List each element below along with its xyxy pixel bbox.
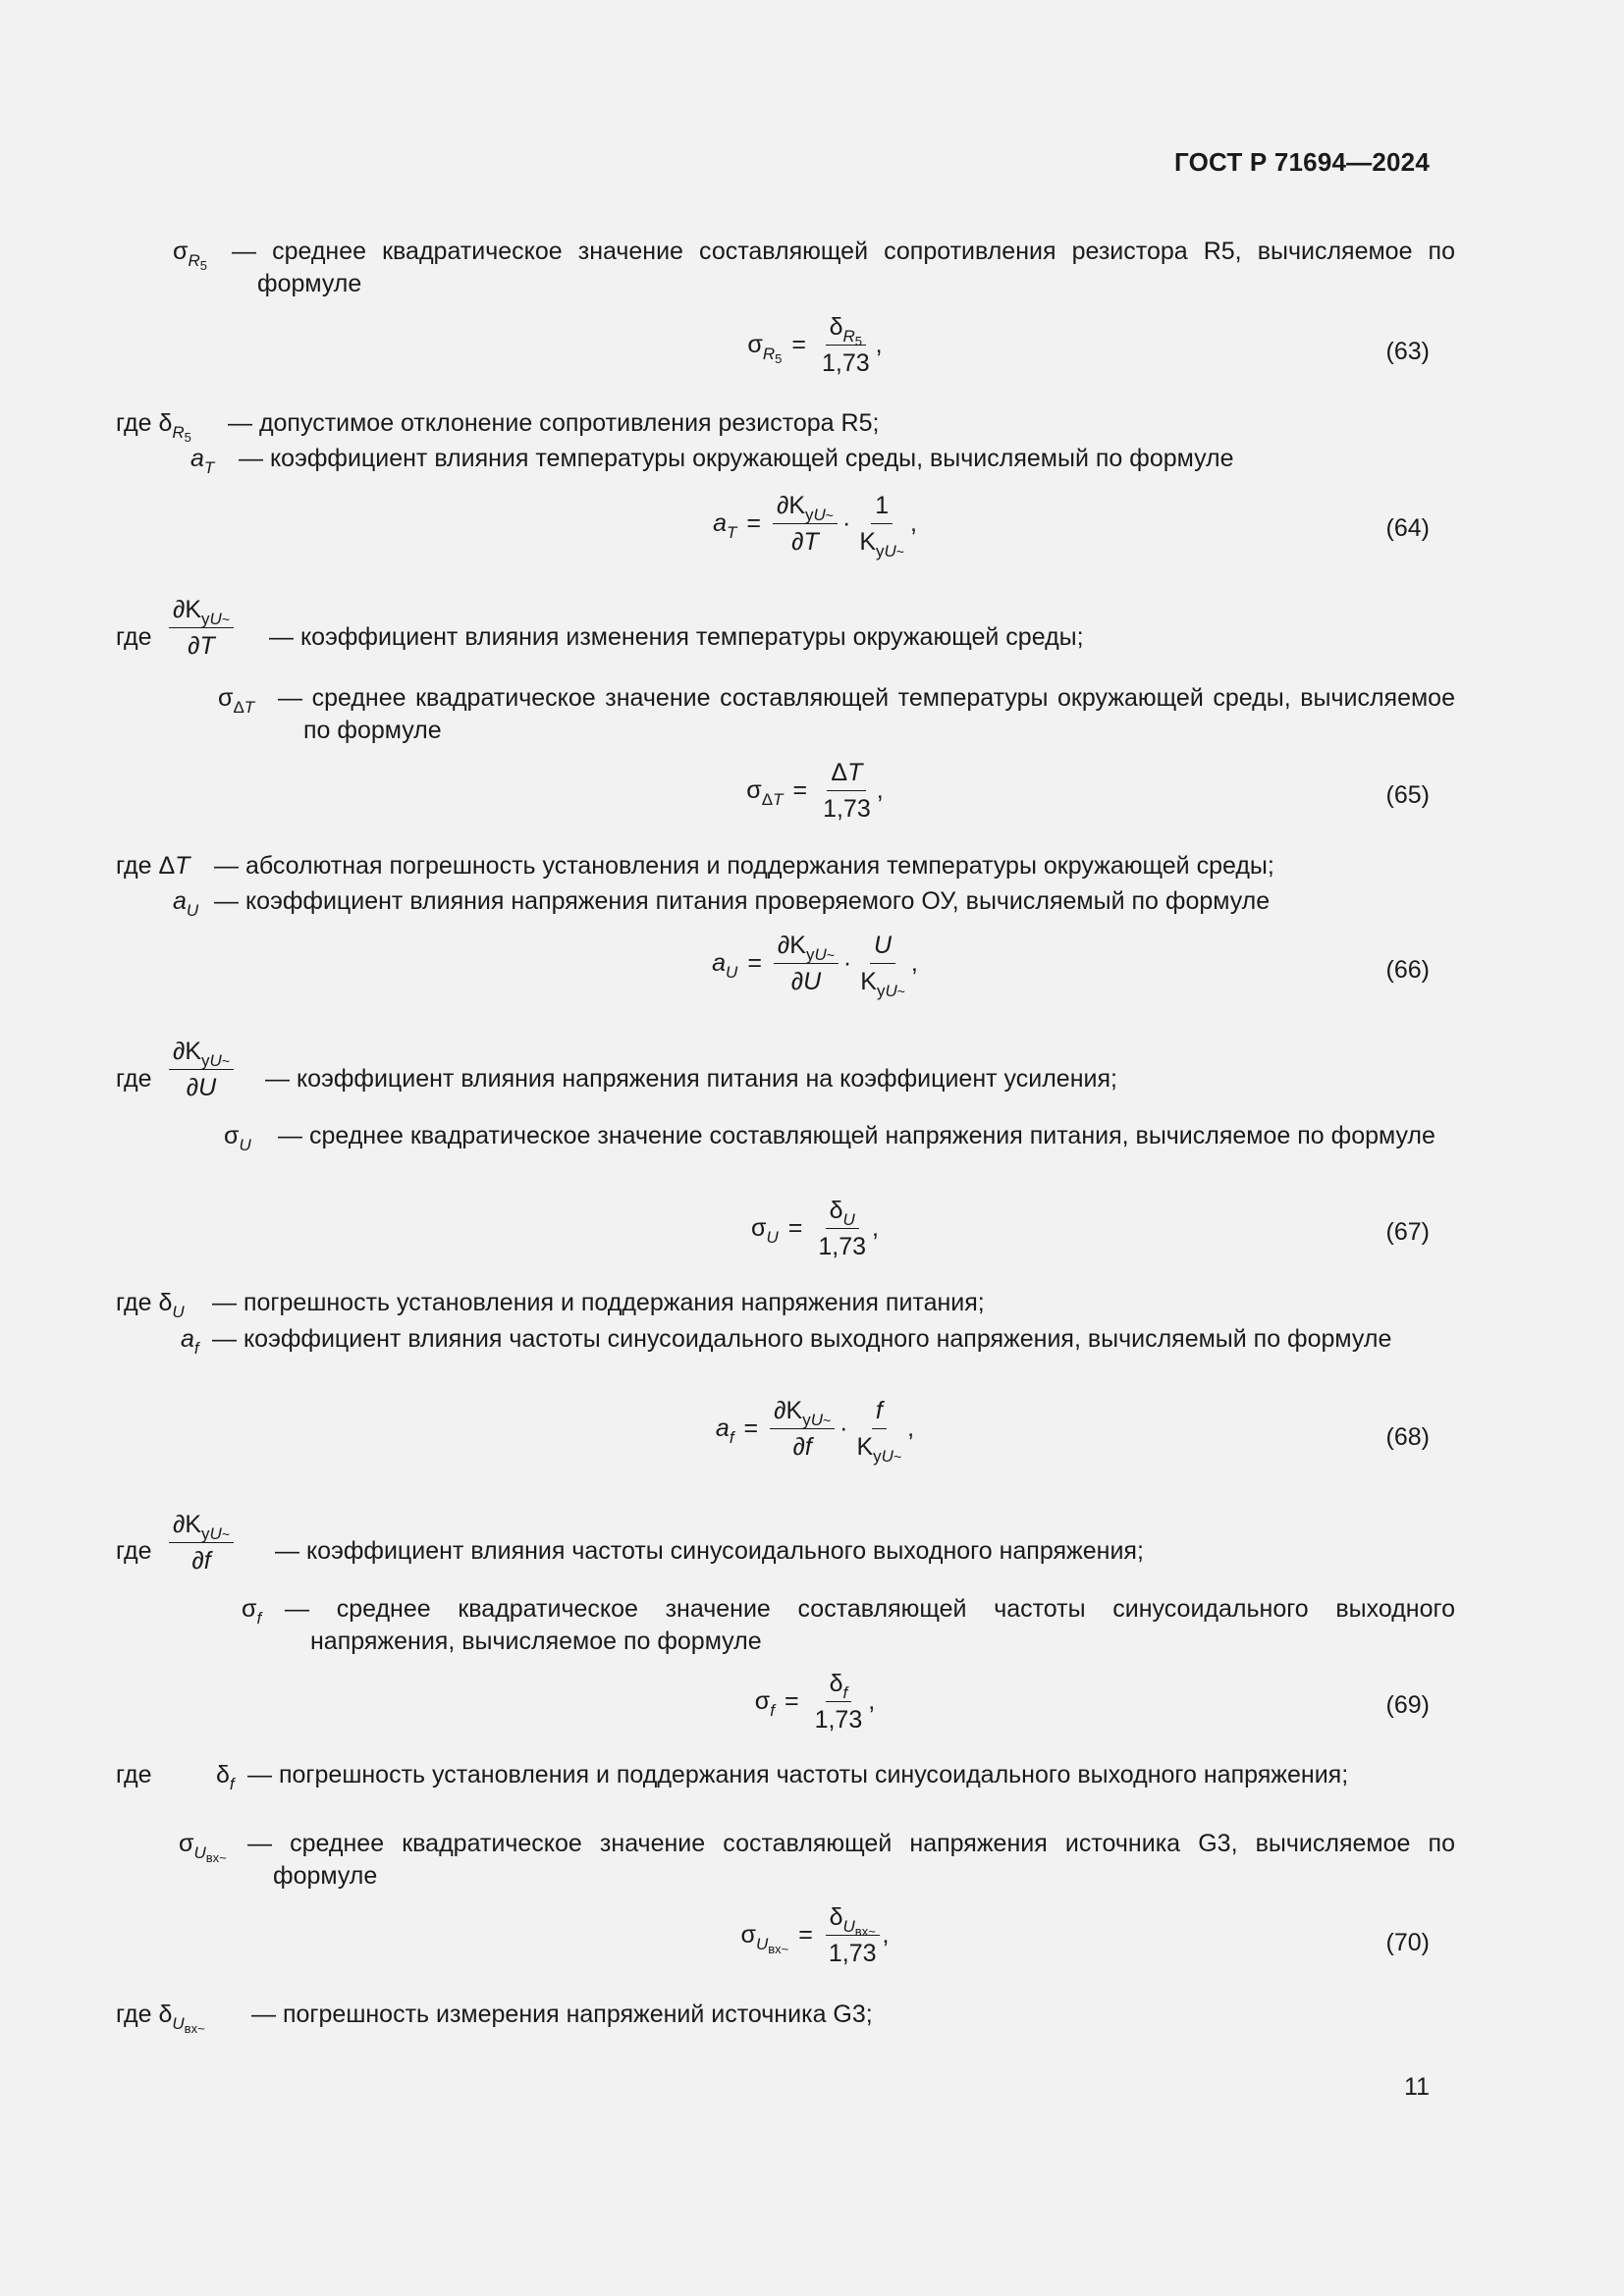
equation-number-63: (63) [1385, 338, 1430, 365]
where-label: где $\delta_{U_{вх\sim}}$ [116, 2001, 205, 2036]
where-label: где ΔT [116, 852, 190, 880]
equation-number-68: (68) [1385, 1423, 1430, 1451]
partial-k-over-partial-f: $\frac{\partial K_{yU\sim}}{\partial f}$ [167, 1510, 236, 1575]
dk-dt-description: — коэффициент влияния изменения температуры окружающей среды; [269, 623, 1084, 651]
delta-u-description: — погрешность установления и поддержания напряжения питания; [212, 1289, 985, 1316]
delta-r5-description: — допустимое отклонение сопротивления резистора R5; [228, 409, 880, 437]
equation-number-67: (67) [1385, 1218, 1430, 1246]
symbol-sigma-delta-t: $\sigma_{\Delta T}$ [218, 684, 255, 717]
equation-68: $a_f$ = $\frac{\partial K_{yU\sim}}{\partial f}$ · $\frac{f}{K_{yU\sim}}$ , [715, 1397, 915, 1466]
equation-64: $a_T$ = $\frac{\partial K_{yU\sim}}{\partial T}$ · $\frac{1}{K_{yU\sim}}$ , [713, 492, 917, 561]
where-label: где $\delta_{R_5}$ [116, 409, 191, 445]
equation-number-64: (64) [1385, 514, 1430, 542]
sigma-u-description: — среднее квадратическое значение составляющей напряжения питания, вычисляемое по формуле [278, 1122, 1435, 1149]
where-label: где [116, 1537, 152, 1565]
partial-k-over-partial-u: $\frac{\partial K_{yU\sim}}{\partial U}$ [167, 1037, 236, 1102]
symbol-a-u: $a_U$ [173, 887, 199, 920]
where-label: где $\delta_U$ [116, 1289, 185, 1321]
document-code: ГОСТ Р 71694—2024 [1174, 147, 1430, 177]
delta-t-description: — абсолютная погрешность установления и поддержания температуры окружающей среды; [214, 852, 1274, 880]
equation-65: $\sigma_{\Delta T}$ = $\frac{\Delta T}{1,73}$ , [746, 759, 884, 823]
where-label: где [116, 1065, 152, 1093]
where-label: где [116, 623, 152, 651]
symbol-a-f: $a_f$ [181, 1325, 199, 1358]
equation-number-66: (66) [1385, 956, 1430, 984]
sigma-u-vx-description: — среднее квадратическое значение составляющей напряжения источника G3, вычисляемое по формуле [247, 1830, 1455, 1890]
sigma-r5-description: — среднее квадратическое значение составляющей сопротивления резистора R5, вычисляемое по формуле [232, 238, 1455, 297]
delta-u-vx-description: — погрешность измерения напряжений источника G3; [251, 2001, 873, 2028]
where-label: где [116, 1761, 152, 1789]
equation-number-69: (69) [1385, 1691, 1430, 1719]
symbol-sigma-r5: $\sigma_{R_5}$ [173, 238, 207, 273]
equation-63: $\sigma_{R_5}$ = $\frac{\delta_{R_5}}{1,73}$ , [747, 313, 883, 377]
page-number: 11 [1404, 2073, 1430, 2101]
symbol-sigma-u: $\sigma_U$ [224, 1122, 251, 1154]
equation-number-65: (65) [1385, 781, 1430, 809]
delta-f-description: — погрешность установления и поддержания частоты синусоидального выходного напряжения; [247, 1761, 1349, 1789]
equation-69: $\sigma_f$ = $\frac{\delta_f}{1,73}$ , [754, 1670, 876, 1734]
equation-70: $\sigma_{U_{вх\sim}}$ = $\frac{\delta_{U_{вх\sim}}}{1,73}$ , [740, 1903, 890, 1967]
sigma-f-description: — среднее квадратическое значение составляющей частоты синусоидального выходного напряжения, вычисляемое по формуле [285, 1595, 1455, 1655]
a-f-description: — коэффициент влияния частоты синусоидального выходного напряжения, вычисляемый по формуле [212, 1325, 1392, 1353]
a-u-description: — коэффициент влияния напряжения питания проверяемого ОУ, вычисляемый по формуле [214, 887, 1271, 915]
dk-du-description: — коэффициент влияния напряжения питания на коэффициент усиления; [265, 1065, 1117, 1093]
a-t-description: — коэффициент влияния температуры окружающей среды, вычисляемый по формуле [239, 445, 1234, 472]
sigma-delta-t-description: — среднее квадратическое значение составляющей температуры окружающей среды, вычисляемое по формуле [278, 684, 1455, 744]
dk-df-description: — коэффициент влияния частоты синусоидального выходного напряжения; [275, 1537, 1144, 1565]
partial-k-over-partial-t: $\frac{\partial K_{yU\sim}}{\partial T}$ [167, 595, 236, 661]
symbol-delta-f: $\delta_f$ [216, 1761, 235, 1793]
equation-number-70: (70) [1385, 1929, 1430, 1956]
symbol-a-t: $a_T$ [190, 445, 215, 477]
equation-67: $\sigma_U$ = $\frac{\delta_U}{1,73}$ , [751, 1197, 879, 1260]
symbol-sigma-f: $\sigma_f$ [242, 1595, 262, 1628]
equation-66: $a_U$ = $\frac{\partial K_{yU\sim}}{\partial U}$ · $\frac{U}{K_{yU\sim}}$ , [712, 932, 918, 1000]
symbol-sigma-u-vx: $\sigma_{U_{вх\sim}}$ [179, 1830, 227, 1865]
